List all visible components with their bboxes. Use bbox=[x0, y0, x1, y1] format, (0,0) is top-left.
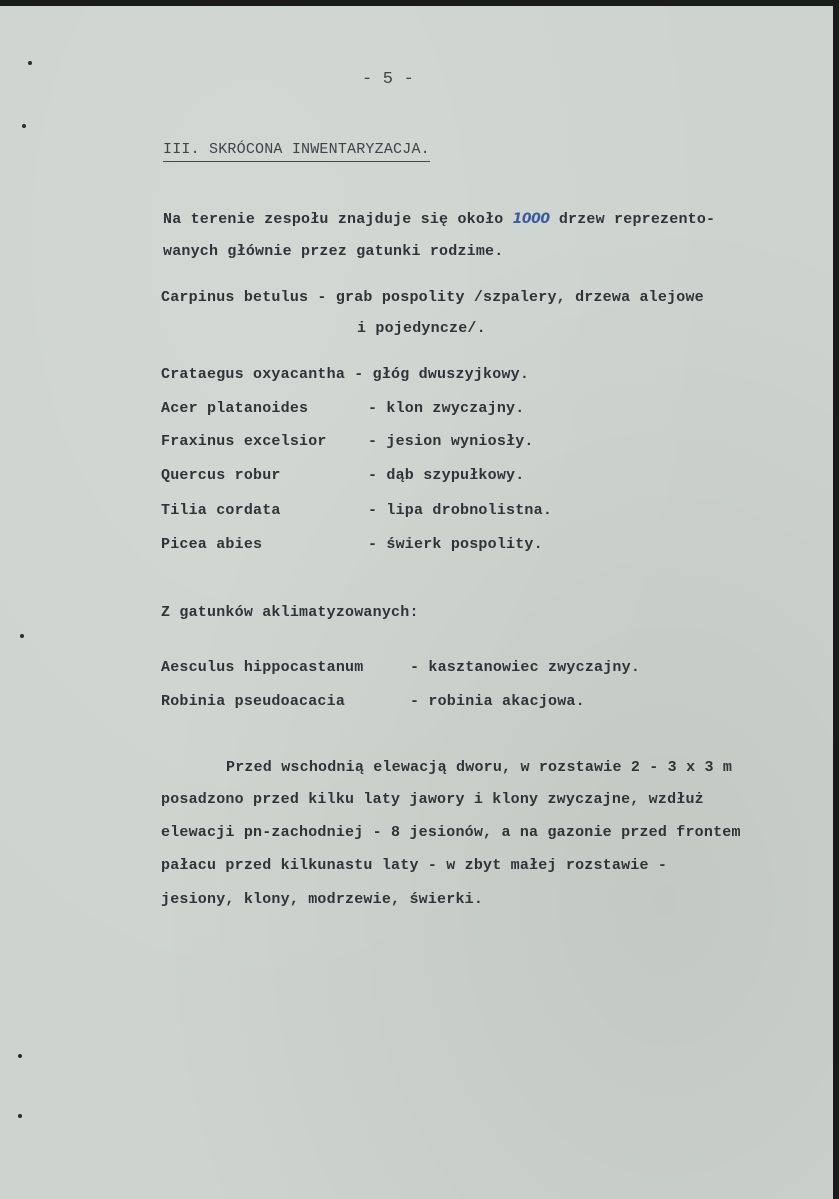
punch-hole-mark bbox=[18, 1054, 22, 1058]
species-latin: Crataegus oxyacantha bbox=[161, 366, 346, 383]
punch-hole-mark bbox=[18, 1114, 22, 1118]
species-polish: - jesion wyniosły. bbox=[368, 433, 534, 450]
species-row bbox=[161, 365, 529, 385]
species-latin: Aesculus hippocastanum bbox=[161, 659, 364, 676]
paragraph-line: Przed wschodnią elewacją dworu, w rozstawie 2 - 3 x 3 m bbox=[226, 759, 733, 776]
document-page bbox=[0, 6, 833, 1199]
paragraph-line: posadzono przed kilku laty jawory i klony zwyczajne, wzdłuż bbox=[161, 791, 704, 808]
species-polish: - kasztanowiec zwyczajny. bbox=[410, 659, 641, 676]
intro-line-1 bbox=[163, 209, 715, 230]
species-latin: Picea abies bbox=[161, 536, 263, 553]
species-polish: - świerk pospolity. bbox=[368, 536, 543, 553]
species-latin: Robinia pseudoacacia bbox=[161, 693, 346, 710]
carpinus-line-1: Carpinus betulus - grab pospolity /szpalery, drzewa alejowe bbox=[161, 289, 704, 306]
paragraph-line: elewacji pn-zachodniej - 8 jesionów, a na gazonie przed frontem bbox=[161, 824, 741, 841]
paragraph-line: pałacu przed kilkunastu laty - w zbyt małej rozstawie - bbox=[161, 857, 668, 874]
page-number: - 5 - bbox=[362, 70, 415, 89]
species-latin: Quercus robur bbox=[161, 467, 281, 484]
species-polish: - robinia akacjowa. bbox=[410, 693, 585, 710]
species-polish: - głóg dwuszyjkowy. bbox=[354, 366, 530, 383]
species-latin: Tilia cordata bbox=[161, 502, 281, 519]
intro-text-before: Na terenie zespołu znajduje się około bbox=[163, 211, 513, 228]
intro-line-2: wanych głównie przez gatunki rodzime. bbox=[163, 243, 504, 260]
intro-text-after: drzew reprezento- bbox=[549, 211, 716, 228]
species-latin: Fraxinus excelsior bbox=[161, 433, 327, 450]
paragraph-line: jesiony, klony, modrzewie, świerki. bbox=[161, 891, 484, 908]
species-polish: - dąb szypułkowy. bbox=[368, 467, 525, 484]
punch-hole-mark bbox=[20, 634, 24, 638]
species-latin: Acer platanoides bbox=[161, 400, 309, 417]
punch-hole-mark bbox=[28, 61, 32, 65]
carpinus-line-2: i pojedyncze/. bbox=[357, 320, 486, 337]
acclimatized-heading: Z gatunków aklimatyzowanych: bbox=[161, 604, 419, 621]
section-heading: III. SKRÓCONA INWENTARYZACJA. bbox=[163, 140, 430, 162]
species-polish: - lipa drobnolistna. bbox=[368, 502, 553, 519]
punch-hole-mark bbox=[22, 124, 26, 128]
handwritten-number: 1000 bbox=[512, 211, 550, 227]
species-polish: - klon zwyczajny. bbox=[368, 400, 525, 417]
